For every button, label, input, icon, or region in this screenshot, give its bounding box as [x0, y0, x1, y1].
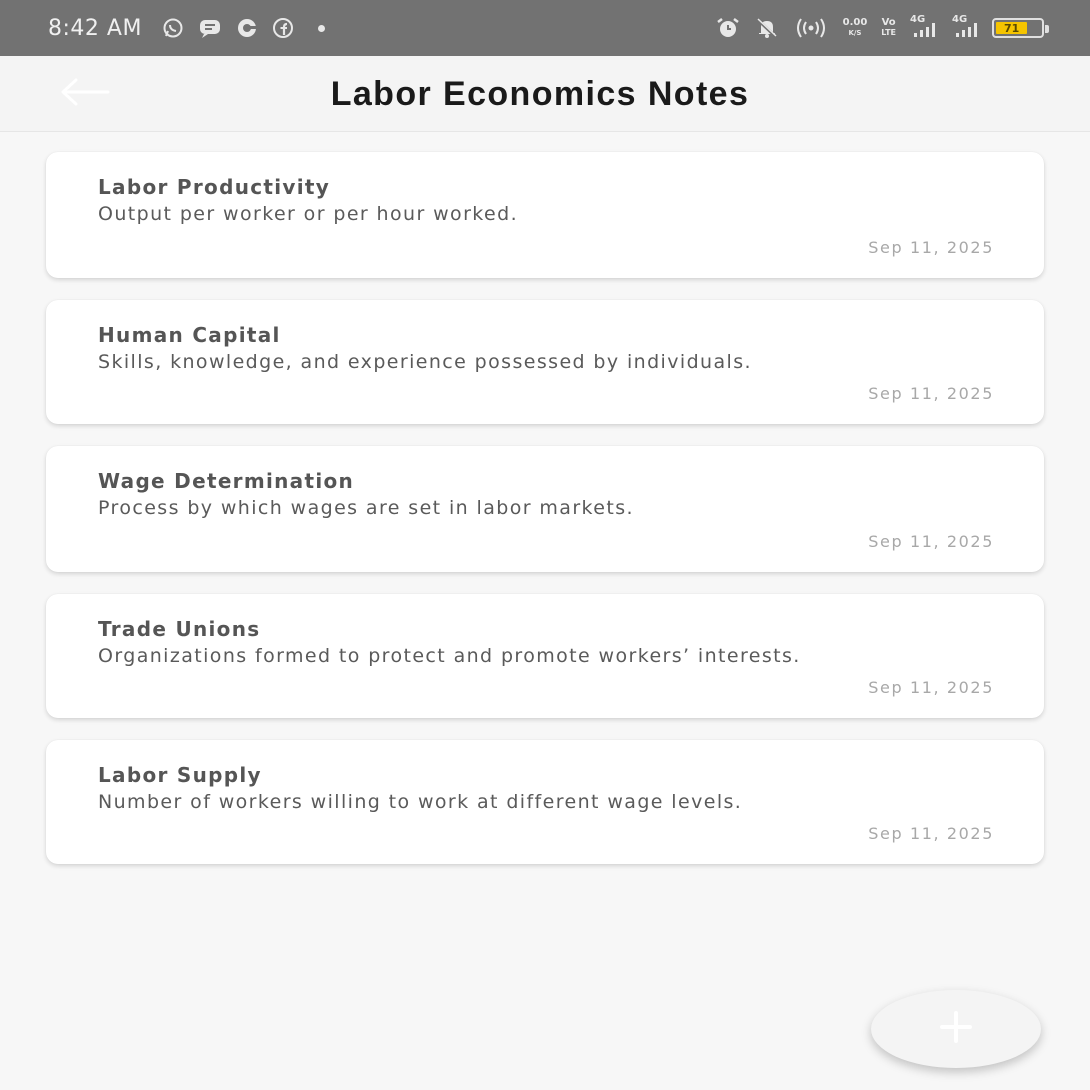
bell-off-icon: [755, 17, 779, 39]
battery-icon: [992, 18, 1044, 38]
note-date: Sep 11, 2025: [868, 238, 994, 257]
note-description: Output per worker or per hour worked.: [98, 203, 519, 225]
note-card[interactable]: [46, 740, 1044, 864]
status-bar: [0, 0, 1090, 56]
status-left: [48, 16, 325, 41]
back-button[interactable]: [52, 72, 116, 116]
browser-icon: [236, 17, 258, 39]
note-title: Labor Productivity: [98, 175, 331, 199]
status-time: 8:42 AM: [48, 15, 142, 41]
hotspot-icon: [793, 17, 829, 39]
note-card[interactable]: [46, 594, 1044, 718]
network-speed: [843, 18, 868, 38]
facebook-icon: [272, 17, 294, 39]
note-title: Trade Unions: [98, 617, 261, 641]
status-right: [701, 14, 1044, 39]
app-bar: [0, 56, 1090, 132]
note-title: Human Capital: [98, 323, 281, 347]
notification-dot-icon: [318, 25, 325, 32]
message-icon: [198, 17, 222, 39]
note-card[interactable]: [46, 446, 1044, 572]
volte-badge: [881, 18, 896, 38]
note-date: Sep 11, 2025: [868, 678, 994, 697]
battery-level: 71: [1003, 21, 1020, 35]
sim1-gen-label: 4G: [910, 14, 926, 25]
add-note-button[interactable]: [871, 990, 1041, 1068]
note-description: Organizations formed to protect and promote workers’ interests.: [98, 645, 801, 667]
note-title: Wage Determination: [98, 469, 355, 493]
network-speed-value: 0.00: [842, 17, 868, 28]
note-card[interactable]: [46, 152, 1044, 278]
volte-top-label: Vo: [881, 17, 896, 28]
sim1-signal-icon: [910, 14, 938, 39]
sim2-signal-icon: [952, 14, 980, 39]
whatsapp-icon: [162, 17, 184, 39]
alarm-icon: [715, 17, 741, 39]
note-description: Skills, knowledge, and experience possessed by individuals.: [98, 351, 752, 373]
note-description: Process by which wages are set in labor markets.: [98, 497, 634, 519]
network-speed-unit: K/S: [848, 29, 862, 37]
sim2-gen-label: 4G: [952, 14, 968, 25]
volte-bottom-label: LTE: [881, 28, 896, 37]
note-date: Sep 11, 2025: [868, 384, 994, 403]
battery-fill: [996, 22, 1027, 34]
note-date: Sep 11, 2025: [868, 532, 994, 551]
note-description: Number of workers willing to work at different wage levels.: [98, 791, 743, 813]
page-title: Labor Economics Notes: [330, 74, 750, 113]
note-title: Labor Supply: [98, 763, 262, 787]
plus-icon: [936, 1007, 976, 1051]
battery-tip: [1045, 25, 1049, 33]
arrow-left-icon: [58, 78, 110, 110]
note-date: Sep 11, 2025: [868, 824, 994, 843]
notes-list: [46, 152, 1044, 886]
note-card[interactable]: [46, 300, 1044, 424]
